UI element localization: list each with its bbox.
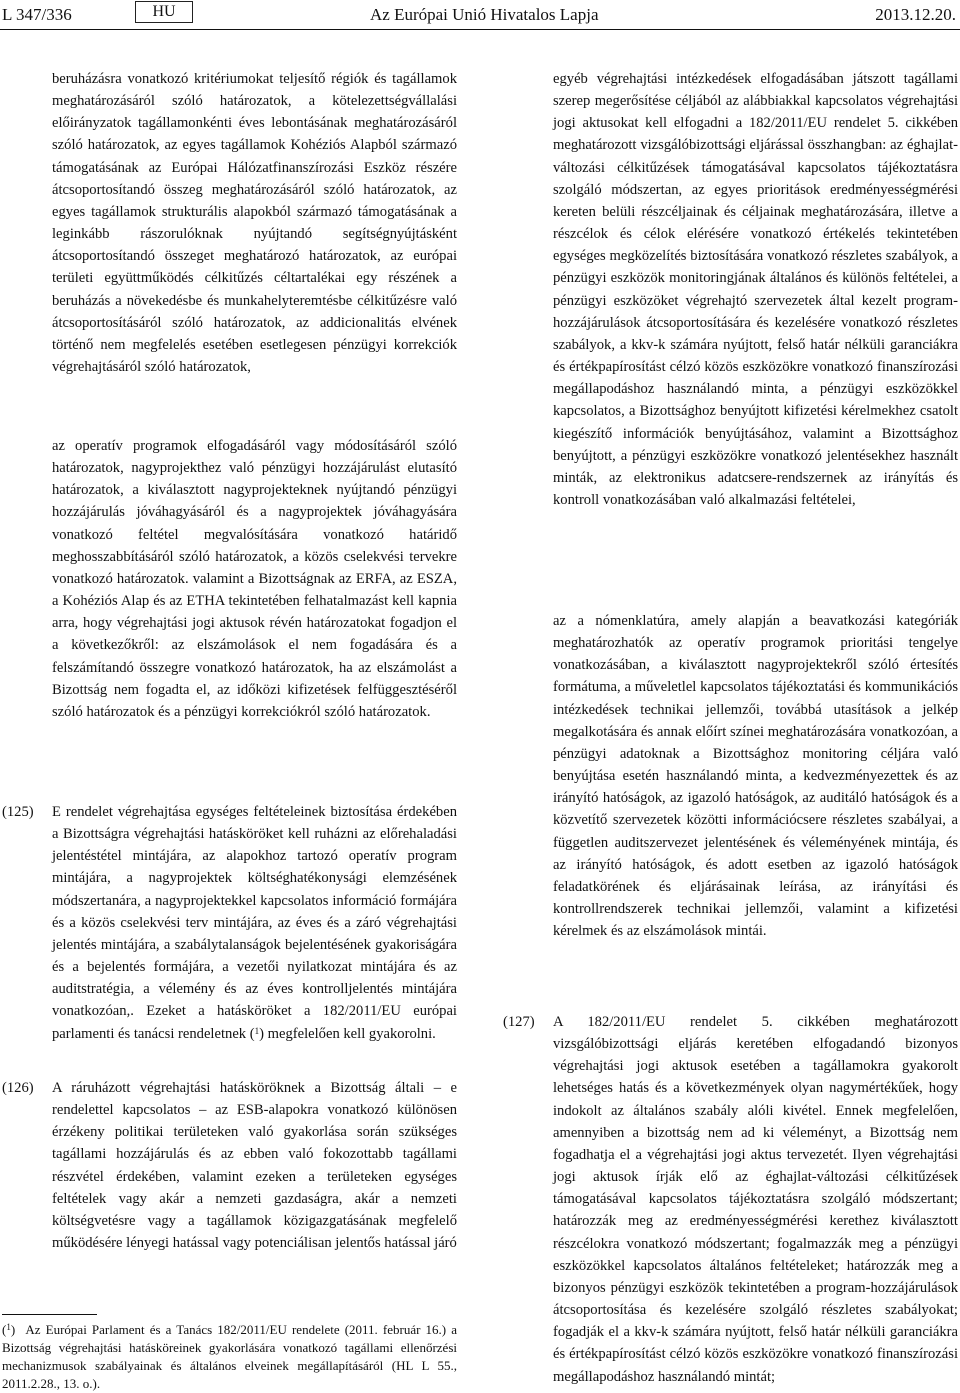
footnote-marker: 1	[6, 1322, 11, 1332]
footnote: ($^1$) Az Európai Parlament és a Tanács 182/2011/EU rendelete (2011. február 16.) a Bizottság végrehajtási hatásköreinek gyakorlására vonatkozó tagállami ellenőrzési mechanizmusok szabályainak és általános elveinek megállapításáról (HL L 55., 2011.2.28., 13. o.).	[2, 1322, 457, 1392]
page-number: L 347/336	[2, 5, 72, 24]
recital-number: (127)	[503, 1014, 535, 1030]
footnote-text: Az Európai Parlament és a Tanács 182/2011/EU rendelete (2011. február 16.) a Bizottság végrehajtási hatásköreinek gyakorlására vonatkozó tagállami ellenőrzési mechanizmusok szabályainak és általános elveinek megállapításáról (HL L 55., 2011.2.28., 13. o.).	[2, 1322, 457, 1392]
recital-127	[503, 1011, 958, 1388]
right-column	[503, 0, 958, 1393]
left-paragraph-continuation: beruházásra vonatkozó kritériumokat teljesítő régiók és tagállamok meghatározásáról szóló határozatok, a kötelezettségvállalási előirányzatok tagállamonkénti éves lebontásának meghatározásáról szóló határozatok, az egyes tagállamok Kohéziós Alapból származó támogatásának az Európai Hálózatfinanszírozási Eszköz részére átcsoportosítandó összeg meghatározásáról szóló határozatok, az egyes tagállamok strukturális alapokból származó támogatásának a leginkább rászorulóknak nyújtandó segítségnyújtásként átcsoportosítandó összeget meghatározó határozatok, az európai területi együttműködés célkitűzés céltartalékai egy részének a beruházás a növekedésbe és munkahelyteremtésbe célkitűzésre való átcsoportosításáról szóló határozatok, az addicionalitás elvének történő nem megfelelés esetében esetlegesen pénzügyi korrekciók végrehajtásáról szóló határozatok,	[52, 71, 457, 376]
left-paragraph-decisions: az operatív programok elfogadásáról vagy módosításáról szóló határozatok, nagyprojekthez való pénzügyi hozzájárulást elutasító határozatok, a kiválasztott nagyprojekteknek nyújtandó pénzügyi hozzájárulás jóváhagyásáról és a nagyprojektek jóváhagyására vonatkozó feltétel megvalósítására vonatkozó határidő meghosszabbításáról szóló határozatok, a közös cselekvési tervekre vonatkozó határozatok. valamint a Bizottságnak az ERFA, az ESZA, a Kohéziós Alap és az ETHA tekintetében felhatalmazást kell kapnia arra, hogy végrehajtási jogi aktusok révén határozatokat fogadjon el a következőkről: az elszámolások el nem fogadására és a felszámítandó összegre vonatkozó határozatok, ha az elszámolást a Bizottság nem fogadta el, az időközi kifizetések felfüggesztéséről szóló határozatok és a pénzügyi korrekciókról szóló határozatok.	[52, 438, 457, 720]
language-badge: HU	[135, 1, 193, 23]
recital-number: (126)	[2, 1080, 34, 1096]
recital-text: A ráruházott végrehajtási hatásköröknek a Bizottság általi – e rendelettel kapcsolatos – az ESB-alapokra vonatkozó különösen érzékeny politikai területeken való gyakorlása során szükséges tagállami hozzájárulás és az ebben való fokozottabb tagállami részvétel érdekében, valamint ezeken a területeken egységes feltételek vagy akár a nemzeti gazdaságra, akár a nemzeti költségvetésre vagy a tagállamok közigazgatásának megfelelő működésére lényegi hatással vagy potenciálisan jelentős hatással járó	[52, 1080, 457, 1252]
footnote-rule	[2, 1314, 97, 1315]
recital-text: A 182/2011/EU rendelet 5. cikkében meghatározott vizsgálóbizottsági eljárás keretében elfogadandó bizonyos végrehajtási jogi aktusok esetében a tagállamokra gyakorolt lehetséges hatás és a következmények olyan nagymértékűek, hogy indokolt az általános szabály alóli kivétel. Ennek megfelelően, amennyiben a bizottság nem ad ki véleményt, a Bizottság nem fogadhatja el a végrehajtási jogi aktus tervezetét. Ilyen végrehajtási jogi aktusok írják elő az éghajlat-változási célkitűzések támogatásával kapcsolatos tájékoztatásra szolgáló módszertant; határozzák meg az eredményességmérési kerethez kiválasztott részcélokra vonatkozó módszertant; fogalmazzák meg a pénzügyi eszközökkel kapcsolatos általános feltételeket; határozzák meg a bizonyos pénzügyi eszközök tekintetében a program-hozzájárulások átcsoportosítása és kezelésére szolgáló részletes szabályokat; fogadják el a kkv-k számára nyújtott, felső határ nélküli garanciákra és értékpapírosítást célzó közös eszközökre vonatkozó finanszírozási megállapodáshoz használandó mintát;	[553, 1014, 958, 1385]
recital-number: (125)	[2, 804, 34, 820]
journal-title: Az Európai Unió Hivatalos Lapja	[370, 5, 599, 24]
right-paragraph-continuation: egyéb végrehajtási intézkedések elfogadásában játszott tagállami szerep megerősítése céljából az alábbiakkal kapcsolatos végrehajtási jogi aktusokat kell elfogadni a 182/2011/EU rendelet 5. cikkében meghatározott vizsgálóbizottsági eljárással összhangban: az éghajlat-változási célkitűzések támogatásával kapcsolatos tájékoztatásra szolgáló módszertan, az egyes prioritások eredményességmérési kereten belüli részcéljainak és céljainak meghatározására, illetve a részcélok és célok elérésére vonatkozó értékelés tekintetében egységes megközelítés biztosítására vonatkozó részletes szabályok, a pénzügyi eszközök monitoringjának általános és különös feltételei, a pénzügyi eszközöket végrehajtó szervezetek által kezelt program-hozzájárulások átcsoportosítására és kezelésére vonatkozó részletes szabályok, a kkv-k számára nyújtott, felső határ nélküli garanciákra és értékpapírosítást célzó közös eszközökre vonatkozó finanszírozási megállapodáshoz használandó minta, a pénzügyi eszközökkel kapcsolatos, a Bizottsághoz benyújtott kifizetési kérelmekhez csatolt kiegészítő információk benyújtásához, valamint a Bizottsághoz benyújtott, a pénzügyi eszközökre vonatkozó jelentésekhez használt minták, az elektronikus adatcsere-rendszernek az irányítás és kontroll vonatkozásában való alkalmazási feltételei,	[553, 71, 958, 508]
recital-125	[2, 801, 457, 1045]
publication-date: 2013.12.20.	[875, 5, 956, 24]
recital-text: E rendelet végrehajtása egységes feltételeinek biztosítása érdekében a Bizottságra végrehajtási hatásköröket kell ruházni az előrehaladási jelentéstétel mintájára, az alapokhoz tartozó operatív program mintájára, a nagyprojektek költséghatékonysági elemzésének módszertanára, a nagyprojektekkel kapcsolatos információ formájára és a közös cselekvési terv mintájára, az éves és a záró végrehajtási jelentés mintájára, a szabálytalanságok bejelentésének gyakoriságára és a bejelentés formájára, a vezetői nyilatkozat mintájára és az auditstratégia, a vélemény és az éves kontrolljelentés mintájára vonatkozóan,. Ezeket a hatásköröket a 182/2011/EU európai parlamenti és tanácsi rendeletnek ($^1$) megfelelően kell gyakorolni.	[52, 804, 457, 1042]
recital-126	[2, 1077, 457, 1254]
footnote-reference[interactable]: 1	[254, 1025, 260, 1036]
right-paragraph-nomenclature: az a nómenklatúra, amely alapján a beavatkozási kategóriák meghatározhatók az operatív programok prioritási tengelye vonatkozásában, a kiválasztott nagyprojektekről szóló értesítés formátuma, a műveletlel kapcsolatos tájékoztatási és kommunikációs intézkedések technikai jellemzői, továbbá utasítások a jelkép megalkotására és annak előírt színei meghatározására vonatkozóan, a pénzügyi adatoknak a Bizottsághoz monitoring céljára való benyújtása esetén használandó minta, a kedvezményezettek és az irányító hatóságok, az igazoló hatóságok, az auditáló hatóságok és a közvetítő szervezetek közötti információcsere részletes szabályai, a független auditszervezet jelentésének és véleményének mintája, és az irányító hatóságok, és adott esetben az igazoló hatóságok feladatkörének és eljárásainak leírása, az irányítási és kontrollrendszerek technikai jellemzői, valamint a kifizetési kérelmek és az elszámolások mintái.	[553, 613, 958, 940]
